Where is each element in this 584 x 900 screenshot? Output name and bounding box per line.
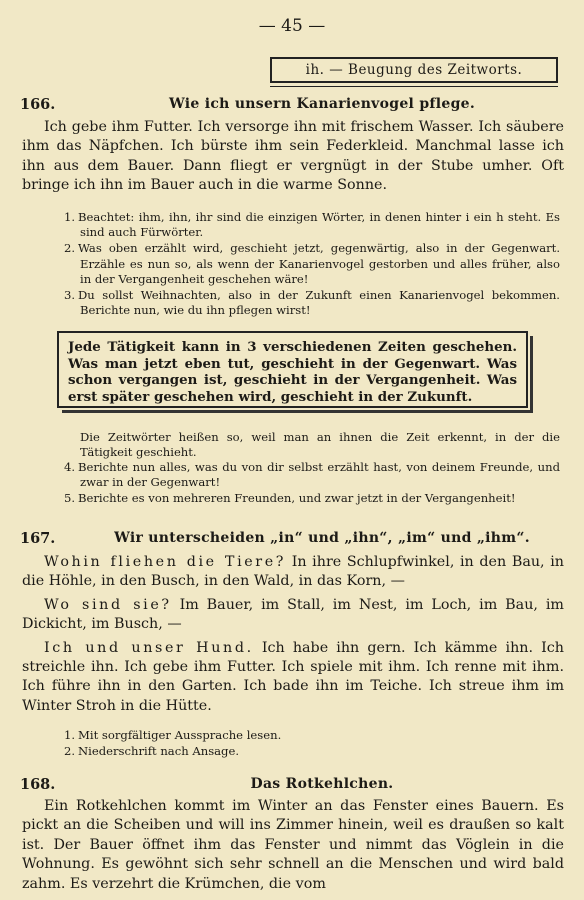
section-number: 168. <box>20 776 56 793</box>
section-title: Das Rotkehlchen. <box>250 776 394 792</box>
list-item: 5. Berichte es von mehreren Freunden, und zwar jetzt in der Vergangenheit! <box>64 491 516 506</box>
section-number: 166. <box>20 96 56 113</box>
section-168-text <box>22 797 564 894</box>
page-number: — 45 — <box>258 16 326 36</box>
paragraph: Ich und unser Hund. Ich habe ihn gern. Ich kämme ihn. Ich streichle ihn. Ich gebe ihm Futter. Ich spiele mit ihm. Ich renne mit ihm. Ich führe ihn in den Garten. Ich bade ihn im Teiche. Ich streue ihm im Winter Stroh in die Hütte. <box>22 639 564 714</box>
list-item: 1. Mit sorgfältiger Aussprache lesen. <box>64 728 282 742</box>
section-title: Wir unterscheiden „in“ und „ihn“, „im“ und „ihm“. <box>114 530 530 546</box>
exercise-list-167 <box>64 728 560 760</box>
exercise-list-166b <box>64 460 560 508</box>
running-head-rule <box>270 86 558 87</box>
running-head-box <box>270 57 558 83</box>
section-166-text <box>22 118 564 196</box>
list-item: 3. Du sollst Weihnachten, also in der Zukunft einen Kanarienvogel bekommen. Berichte nun, wie du ihn pflegen wirst! <box>64 288 560 318</box>
list-item: 4. Berichte nun alles, was du von dir selbst erzählt hast, von deinem Freunde, und zwar in der Gegenwart! <box>64 460 560 490</box>
exercise-list-166 <box>64 210 560 319</box>
paragraph: Ich gebe ihm Futter. Ich versorge ihn mit frischem Wasser. Ich säubere ihm das Näpfchen. Ich bürste ihm sein Federkleid. Manchmal lasse ich ihn aus dem Bauer. Dann fliegt er vergnügt in der Stube umher. Oft bringe ich ihn im Bauer auch in die warme Sonne. <box>22 119 564 194</box>
paragraph: Ein Rotkehlchen kommt im Winter an das Fenster eines Bauern. Es pickt an die Scheiben und will ins Zimmer hinein, weil es draußen so kalt ist. Der Bauer öffnet ihm das Fenster und nimmt das Vöglein in die Wohnung. Es gewöhnt sich sehr schnell an die Menschen und wird bald zahm. Es verzehrt die Krümchen, die vom <box>22 798 564 892</box>
paragraph: Wo sind sie? Im Bauer, im Stall, im Nest, im Loch, im Bau, im Dickicht, im Busch, — <box>22 596 564 633</box>
section-167-text <box>22 553 564 720</box>
running-head: ih. — Beugung des Zeitworts. <box>305 62 523 78</box>
section-title: Wie ich unsern Kanarienvogel pflege. <box>168 96 476 112</box>
paragraph: Wohin fliehen die Tiere? In ihre Schlupfwinkel, in den Bau, in die Höhle, in den Busch, in den Wald, in das Korn, — <box>22 554 565 590</box>
list-item: 2. Was oben erzählt wird, geschieht jetzt, gegenwärtig, also in der Gegenwart. Erzähle es nun so, als wenn der Kanarienvogel gestorben und alles früher, also in der Vergangenheit geschehen wäre! <box>64 241 560 286</box>
rule-box: Jede Tätigkeit kann in 3 verschiedenen Zeiten geschehen. Was man jetzt eben tut, geschieht in der Gegenwart. Was schon vergangen ist, geschieht in der Vergangenheit. Was erst später geschehen wird, geschieht in der Zukunft. <box>57 331 528 408</box>
after-box-note: Die Zeitwörter heißen so, weil man an ihnen die Zeit erkennt, in der die Tätigkeit geschieht. <box>80 430 560 460</box>
section-number: 167. <box>20 530 56 547</box>
list-item: 2. Niederschrift nach Ansage. <box>64 744 240 759</box>
list-item: 1. Beachtet: ihm, ihn, ihr sind die einzigen Wörter, in denen hinter i ein h steht. Es sind auch Fürwörter. <box>64 210 560 240</box>
